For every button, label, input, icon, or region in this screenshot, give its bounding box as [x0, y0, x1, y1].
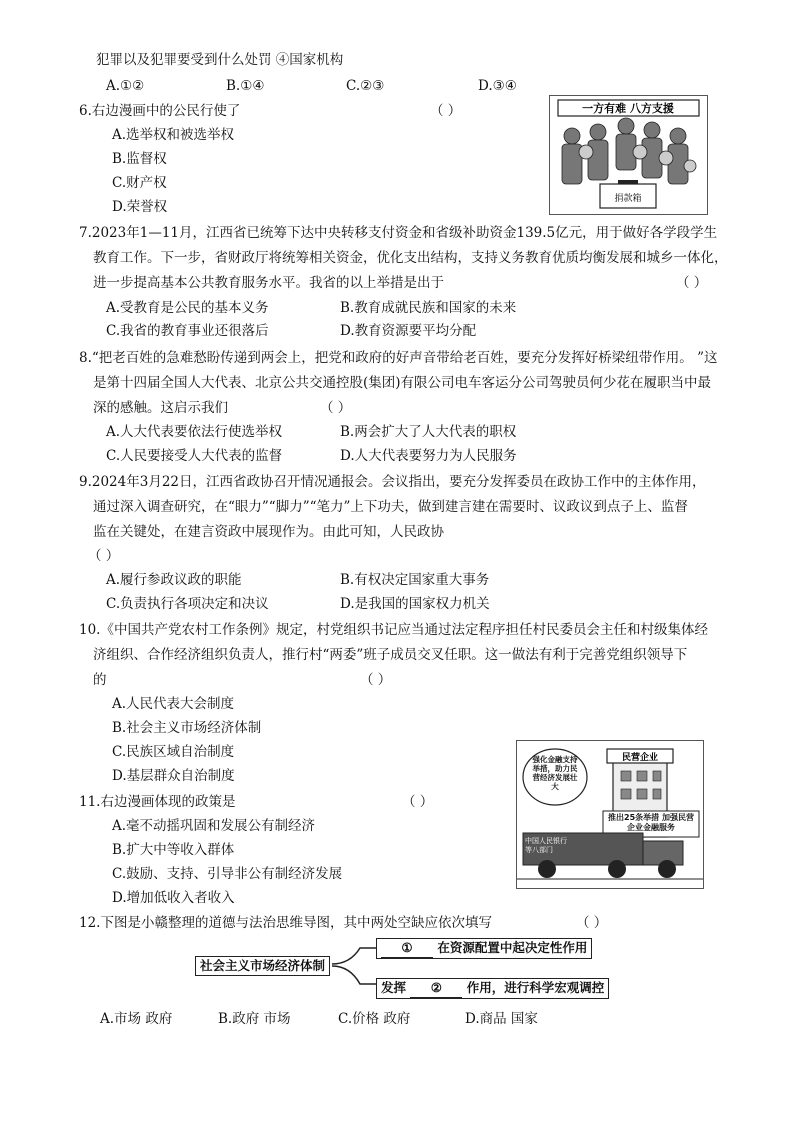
- q10-option-b: B.社会主义市场经济体制: [112, 720, 262, 736]
- option-b: B.①④: [226, 78, 265, 94]
- q6-stem: 6.右边漫画中的公民行使了: [79, 103, 241, 119]
- q6-cartoon: [549, 95, 708, 215]
- q6-cartoon-title: 一方有难 八方支援: [582, 102, 674, 115]
- q6-option-c: C.财产权: [112, 175, 167, 191]
- q12-answer-paren: （ ）: [576, 915, 608, 931]
- q9-option-c: C.负责执行各项决定和决议: [106, 596, 269, 612]
- q6-option-a: A.选举权和被选举权: [112, 127, 235, 143]
- q10-option-c: C.民族区域自治制度: [112, 744, 235, 760]
- mindmap-branch-1: [376, 938, 592, 959]
- q11-stem: 11.右边漫画体现的政策是: [79, 794, 236, 810]
- option-c: C.②③: [346, 78, 385, 94]
- q9-line-2: 通过深入调查研究，在“眼力”“脚力”“笔力”上下功夫，做到建言建在需要时、议政议到点子上、监督: [93, 499, 688, 515]
- q11-option-a: A.毫不动摇巩固和发展公有制经济: [112, 818, 316, 834]
- q12-option-c: C.价格 政府: [338, 1011, 411, 1027]
- mindmap-branch-2-prefix: 发挥: [381, 980, 407, 995]
- q11-option-d: D.增加低收入者收入: [112, 890, 235, 906]
- q11-cartoon-bubble: 强化金融支持举措，助力民营经济发展壮大: [532, 755, 578, 791]
- q8-option-d: D.人大代表要努力为人民服务: [340, 448, 517, 464]
- mindmap-branch-2: [376, 978, 609, 999]
- q12-option-a: A.市场 政府: [100, 1011, 173, 1027]
- continuation-line: 犯罪以及犯罪要受到什么处罚 ④国家机构: [96, 52, 344, 68]
- q7-answer-paren: （ ）: [676, 275, 708, 291]
- q6-option-d: D.荣誉权: [112, 199, 168, 215]
- q10-line-1: 10.《中国共产党农村工作条例》规定，村党组织书记应当通过法定程序担任村民委员会主任和村级集体经: [79, 622, 708, 638]
- q8-line-1: 8.“把老百姓的急难愁盼传递到两会上，把党和政府的好声音带给老百姓，要充分发挥好桥梁纽带作用。 ”这: [79, 350, 718, 366]
- q8-line-2: 是第十四届全国人大代表、北京公共交通控股(集团)有限公司电车客运分公司驾驶员何少花在履职当中最: [93, 375, 712, 391]
- q7-option-c: C.我省的教育事业还很落后: [106, 323, 269, 339]
- q6-answer-paren: （ ）: [430, 103, 462, 119]
- q10-option-d: D.基层群众自治制度: [112, 768, 235, 784]
- q10-option-a: A.人民代表大会制度: [112, 696, 235, 712]
- q9-line-3: 监在关键处，在建言资政中展现作为。由此可知，人民政协: [93, 524, 444, 540]
- q10-line-3: 的: [93, 672, 107, 688]
- q9-option-a: A.履行参政议政的职能: [106, 572, 242, 588]
- q6-cartoon-box-label: 捐款箱: [614, 194, 642, 204]
- q11-option-c: C.鼓励、支持、引导非公有制经济发展: [112, 866, 343, 882]
- mindmap-branch-1-text: 在资源配置中起决定性作用: [437, 940, 588, 955]
- q12-option-d: D.商品 国家: [465, 1011, 538, 1027]
- q8-option-a: A.人大代表要依法行使选举权: [106, 424, 283, 440]
- q11-cartoon-banner: 推出25条举措 加强民营企业金融服务: [608, 813, 694, 832]
- option-d: D.③④: [478, 78, 517, 94]
- mindmap-root: 社会主义市场经济体制: [195, 956, 330, 976]
- q9-option-d: D.是我国的国家权力机关: [340, 596, 490, 612]
- q11-option-b: B.扩大中等收入群体: [112, 842, 235, 858]
- q7-option-b: B.教育成就民族和国家的未来: [340, 300, 517, 316]
- option-a: A.①②: [106, 78, 145, 94]
- q11-cartoon-sign: 民营企业: [621, 753, 659, 763]
- q11-cartoon-truck: 中国人民银行等八部门: [525, 837, 567, 854]
- q11-cartoon: [516, 740, 704, 889]
- mindmap-blank-2: ②: [410, 979, 462, 998]
- q12-option-b: B.政府 市场: [218, 1011, 291, 1027]
- q7-line-2: 教育工作。下一步，省财政厅将统筹相关资金，优化支出结构，支持义务教育优质均衡发展和城乡一体化，: [93, 250, 728, 266]
- q12-stem: 12.下图是小赣整理的道德与法治思维导图，其中两处空缺应依次填写: [79, 915, 492, 931]
- mindmap-blank-1: ①: [381, 939, 433, 958]
- q8-line-3: 深的感触。这启示我们: [93, 400, 228, 416]
- q7-line-3: 进一步提高基本公共教育服务水平。我省的以上举措是出于: [93, 275, 444, 291]
- q10-line-2: 济组织、合作经济组织负责人，推行村“两委”班子成员交叉任职。这一做法有利于完善党组织领导下: [93, 647, 688, 663]
- q8-answer-paren: （ ）: [320, 400, 352, 416]
- q7-option-a: A.受教育是公民的基本义务: [106, 300, 269, 316]
- mindmap-branch-2-text: 作用，进行科学宏观调控: [466, 980, 605, 995]
- q9-line-1: 9.2024年3月22日，江西省政协召开情况通报会。会议指出，要充分发挥委员在政协工作中的主体作用，: [79, 474, 706, 490]
- q7-option-d: D.教育资源要平均分配: [340, 323, 477, 339]
- q7-line-1: 7.2023年1—11月，江西省已统筹下达中央转移支付资金和省级补助资金139.5亿元，用于做好各学段学生: [79, 225, 718, 241]
- q9-option-b: B.有权决定国家重大事务: [340, 572, 490, 588]
- q11-answer-paren: （ ）: [402, 794, 434, 810]
- q8-option-c: C.人民要接受人大代表的监督: [106, 448, 283, 464]
- q10-answer-paren: （ ）: [360, 672, 392, 688]
- q9-answer-paren: （ ）: [88, 548, 120, 564]
- q8-option-b: B.两会扩大了人大代表的职权: [340, 424, 517, 440]
- q6-option-b: B.监督权: [112, 151, 167, 167]
